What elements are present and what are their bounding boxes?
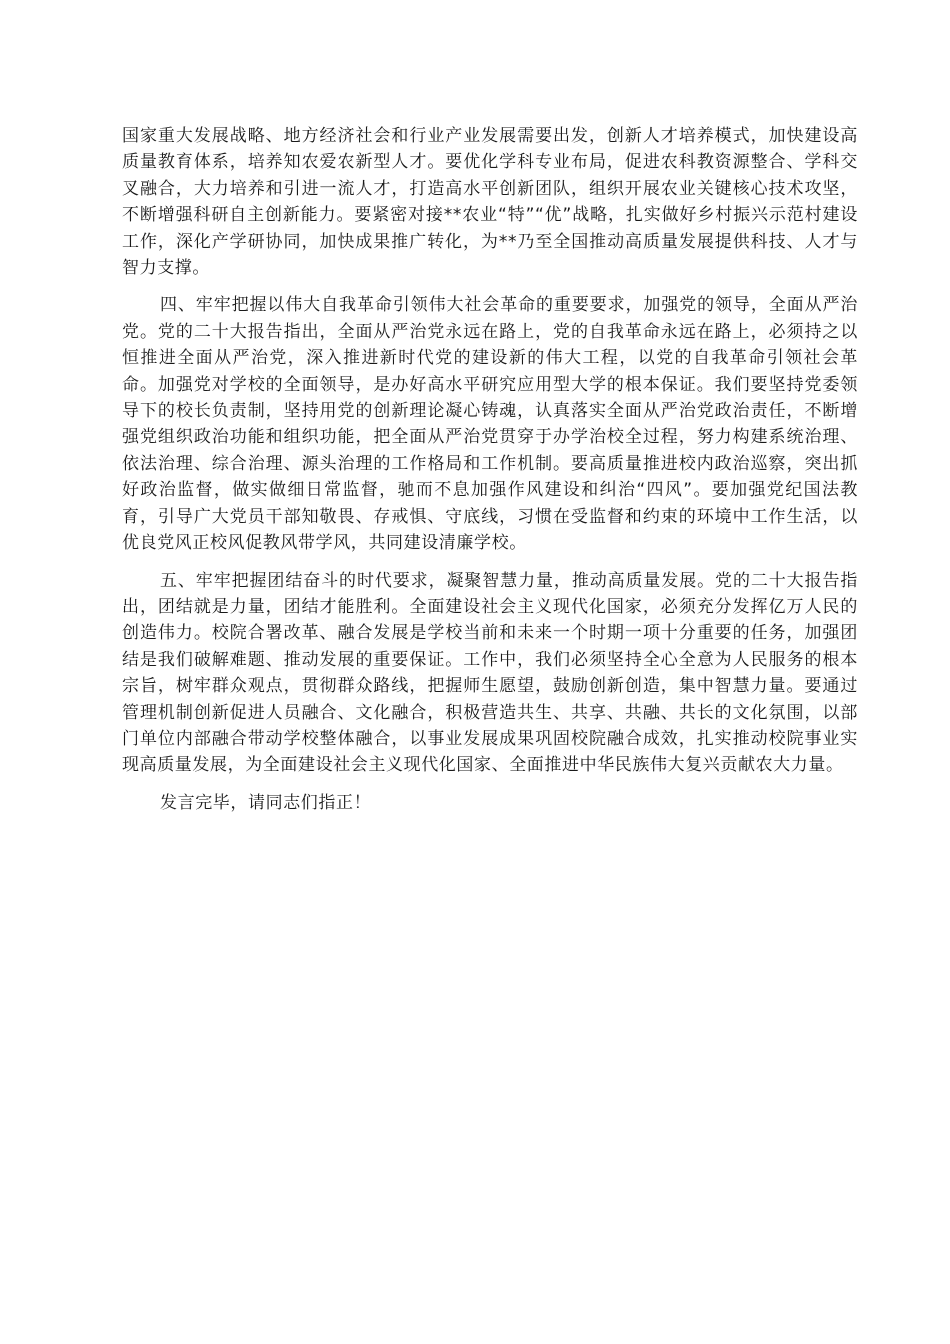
paragraph-closing: 发言完毕，请同志们指正！ xyxy=(160,792,372,813)
document-body xyxy=(122,123,858,827)
paragraph-section-five: 五、牢牢把握团结奋斗的时代要求，凝聚智慧力量，推动高质量发展。党的二十大报告指出，团结就是力量，团结才能胜利。全面建设社会主义现代化国家，必须充分发挥亿万人民的创造伟力。校院合署改革、融合发展是学校当前和未来一个时期一项十分重要的任务，加强团结是我们破解难题、推动发展的重要保证。工作中，我们必须坚持全心全意为人民服务的根本宗旨，树牢群众观点，贯彻群众路线，把握师生愿望，鼓励创新创造，集中智慧力量。要通过管理机制创新促进人员融合、文化融合，积极营造共生、共享、共融、共长的文化氛围，以部门单位内部融合带动学校整体融合，以事业发展成果巩固校院融合成效，扎实推动校院事业实现高质量发展，为全面建设社会主义现代化国家、全面推进中华民族伟大复兴贡献农大力量。 xyxy=(122,570,858,776)
paragraph-continuation: 国家重大发展战略、地方经济社会和行业产业发展需要出发，创新人才培养模式，加快建设高质量教育体系，培养知农爱农新型人才。要优化学科专业布局，促进农科教资源整合、学科交叉融合，大力培养和引进一流人才，打造高水平创新团队，组织开展农业关键核心技术攻坚，不断增强科研自主创新能力。要紧密对接**农业“特”“优”战略，扎实做好乡村振兴示范村建设工作，深化产学研协同，加快成果推广转化，为**乃至全国推动高质量发展提供科技、人才与智力支撑。 xyxy=(122,126,858,279)
paragraph-section-four: 四、牢牢把握以伟大自我革命引领伟大社会革命的重要要求，加强党的领导，全面从严治党。党的二十大报告指出，全面从严治党永远在路上，党的自我革命永远在路上，必须持之以恒推进全面从严治党，深入推进新时代党的建设新的伟大工程，以党的自我革命引领社会革命。加强党对学校的全面领导，是办好高水平研究应用型大学的根本保证。我们要坚持党委领导下的校长负责制，坚持用党的创新理论凝心铸魂，认真落实全面从严治党政治责任，不断增强党组织政治功能和组织功能，把全面从严治党贯穿于办学治校全过程，努力构建系统治理、依法治理、综合治理、源头治理的工作格局和工作机制。要高质量推进校内政治巡察，突出抓好政治监督，做实做细日常监督，驰而不息加强作风建设和纠治“四风”。要加强党纪国法教育，引导广大党员干部知敬畏、存戒惧、守底线，习惯在受监督和约束的环境中工作生活，以优良党风正校风促教风带学风，共同建设清廉学校。 xyxy=(122,295,858,554)
